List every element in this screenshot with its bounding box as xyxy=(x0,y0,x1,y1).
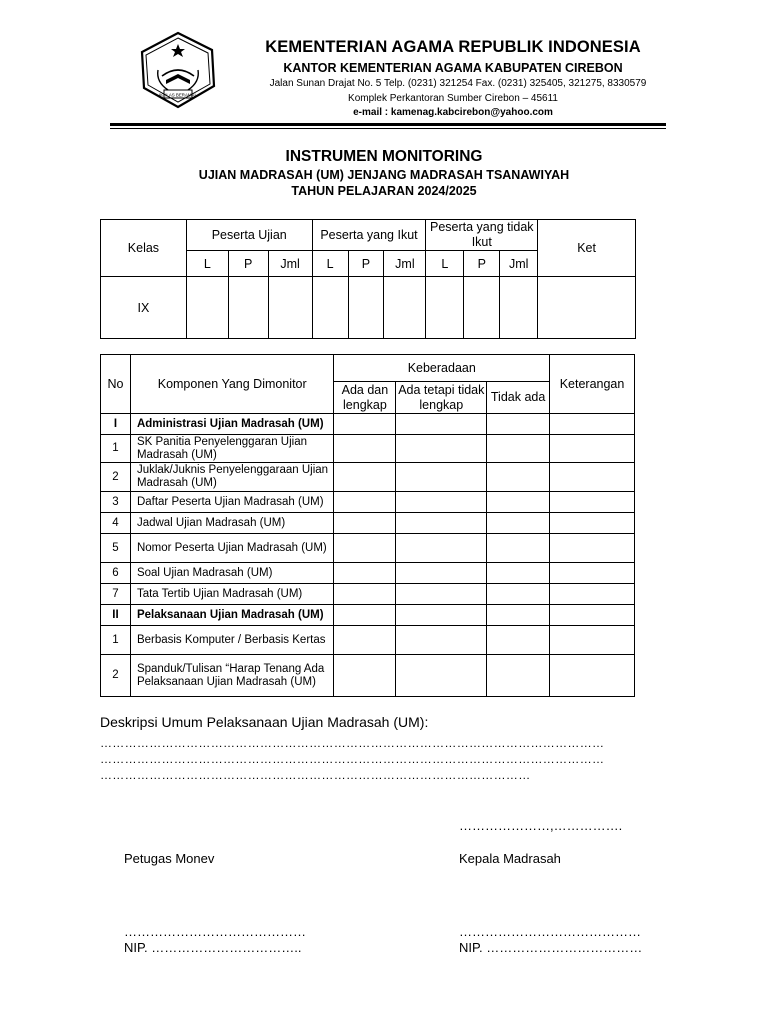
cell-empty[interactable] xyxy=(464,277,500,339)
keterangan-cell[interactable] xyxy=(550,435,635,463)
ada-lengkap-header: Ada dan lengkap xyxy=(334,382,396,414)
description-label: Deskripsi Umum Pelaksanaan Ujian Madrasah (UM): xyxy=(100,714,429,730)
row-number: 5 xyxy=(101,534,131,563)
row-number: 6 xyxy=(101,563,131,584)
check-cell[interactable] xyxy=(334,584,396,605)
check-cell[interactable] xyxy=(334,435,396,463)
participants-table xyxy=(100,219,636,339)
svg-text:IKHLAS BERAMAL: IKHLAS BERAMAL xyxy=(159,92,197,98)
letterhead-rule-thick xyxy=(110,123,666,126)
subcol-l: L xyxy=(312,251,348,277)
row-number: 2 xyxy=(101,655,131,697)
check-cell[interactable] xyxy=(487,513,550,534)
check-cell[interactable] xyxy=(334,463,396,492)
ada-tidak-lengkap-header: Ada tetapi tidak lengkap xyxy=(396,382,487,414)
row-label: Pelaksanaan Ujian Madrasah (UM) xyxy=(130,605,334,626)
section-row xyxy=(101,414,635,435)
cell-empty[interactable] xyxy=(268,277,312,339)
keterangan-cell[interactable] xyxy=(550,463,635,492)
row-label: Spanduk/Tulisan “Harap Tenang Ada Pelaksanaan Ujian Madrasah (UM) xyxy=(130,655,334,697)
kelas-value: IX xyxy=(101,277,187,339)
cell-empty[interactable] xyxy=(384,277,426,339)
table-row xyxy=(101,655,635,697)
check-cell[interactable] xyxy=(487,435,550,463)
check-cell[interactable] xyxy=(334,492,396,513)
ket-header: Ket xyxy=(538,220,636,277)
row-number: 7 xyxy=(101,584,131,605)
row-label: Daftar Peserta Ujian Madrasah (UM) xyxy=(130,492,334,513)
table-row xyxy=(101,563,635,584)
subcol-jml: Jml xyxy=(384,251,426,277)
keterangan-cell[interactable] xyxy=(550,513,635,534)
check-cell[interactable] xyxy=(396,534,487,563)
check-cell[interactable] xyxy=(487,534,550,563)
check-cell[interactable] xyxy=(334,563,396,584)
row-number: II xyxy=(101,605,131,626)
monitoring-table xyxy=(100,354,635,697)
table-row xyxy=(101,626,635,655)
row-number: 1 xyxy=(101,435,131,463)
row-label: Berbasis Komputer / Berbasis Kertas xyxy=(130,626,334,655)
table-row xyxy=(101,435,635,463)
row-label: SK Panitia Penyelenggaran Ujian Madrasah (UM) xyxy=(130,435,334,463)
office-complex: Komplek Perkantoran Sumber Cirebon – 45611 xyxy=(348,93,558,104)
check-cell[interactable] xyxy=(396,492,487,513)
check-cell[interactable] xyxy=(396,626,487,655)
check-cell[interactable] xyxy=(396,563,487,584)
check-cell[interactable] xyxy=(334,626,396,655)
tidak-ada-header: Tidak ada xyxy=(487,382,550,414)
keterangan-cell[interactable] xyxy=(550,534,635,563)
place-date-line[interactable]: …………………,……………. xyxy=(459,818,623,833)
row-label: Tata Tertib Ujian Madrasah (UM) xyxy=(130,584,334,605)
row-number: 2 xyxy=(101,463,131,492)
check-cell[interactable] xyxy=(396,463,487,492)
cell-empty[interactable] xyxy=(186,277,228,339)
document-title: INSTRUMEN MONITORING xyxy=(285,148,483,165)
check-cell[interactable] xyxy=(487,463,550,492)
kemenag-logo xyxy=(138,30,218,110)
keterangan-cell[interactable] xyxy=(550,584,635,605)
check-cell[interactable] xyxy=(334,414,396,435)
table-row xyxy=(101,584,635,605)
petugas-monev-label: Petugas Monev xyxy=(124,851,215,866)
office-address: Jalan Sunan Drajat No. 5 Telp. (0231) 321254 Fax. (0231) 325405, 321275, 8330579 xyxy=(269,78,647,89)
row-label: Nomor Peserta Ujian Madrasah (UM) xyxy=(130,534,334,563)
description-line[interactable]: …………………………………………………………………………………………………………… xyxy=(100,752,605,766)
petugas-nip[interactable]: NIP. …………………………….. xyxy=(124,940,302,955)
check-cell[interactable] xyxy=(487,584,550,605)
subcol-jml: Jml xyxy=(500,251,538,277)
kelas-header: Kelas xyxy=(101,220,187,277)
kepala-name-line[interactable]: …………………………………… xyxy=(459,924,641,939)
check-cell[interactable] xyxy=(396,513,487,534)
keterangan-cell[interactable] xyxy=(550,492,635,513)
document-year: TAHUN PELAJARAN 2024/2025 xyxy=(291,184,477,198)
row-label: Jadwal Ujian Madrasah (UM) xyxy=(130,513,334,534)
peserta-ujian-header: Peserta Ujian xyxy=(186,220,312,251)
row-number: 1 xyxy=(101,626,131,655)
check-cell[interactable] xyxy=(334,513,396,534)
table-row xyxy=(101,492,635,513)
office-name: KANTOR KEMENTERIAN AGAMA KABUPATEN CIREBON xyxy=(283,61,623,75)
cell-empty[interactable] xyxy=(500,277,538,339)
description-line[interactable]: …………………………………………………………………………………………………………… xyxy=(100,736,605,750)
petugas-name-line[interactable]: …………………………………… xyxy=(124,924,306,939)
check-cell[interactable] xyxy=(396,414,487,435)
subcol-p: P xyxy=(348,251,384,277)
section-row xyxy=(101,605,635,626)
row-number: I xyxy=(101,414,131,435)
row-number: 4 xyxy=(101,513,131,534)
description-line[interactable]: …………………………………………………………………………………………… xyxy=(100,768,531,782)
peserta-tidak-ikut-header: Peserta yang tidak Ikut xyxy=(426,220,538,251)
subcol-p: P xyxy=(464,251,500,277)
keberadaan-header: Keberadaan xyxy=(334,355,550,382)
check-cell[interactable] xyxy=(396,435,487,463)
check-cell[interactable] xyxy=(334,655,396,697)
cell-empty[interactable] xyxy=(426,277,464,339)
subcol-p: P xyxy=(228,251,268,277)
check-cell[interactable] xyxy=(334,534,396,563)
check-cell[interactable] xyxy=(334,605,396,626)
check-cell[interactable] xyxy=(487,605,550,626)
check-cell[interactable] xyxy=(487,626,550,655)
kepala-madrasah-label: Kepala Madrasah xyxy=(459,851,561,866)
cell-empty[interactable] xyxy=(228,277,268,339)
check-cell[interactable] xyxy=(487,563,550,584)
cell-empty[interactable] xyxy=(538,277,636,339)
letterhead-rule-thin xyxy=(110,128,666,129)
subcol-l: L xyxy=(186,251,228,277)
table-row xyxy=(101,513,635,534)
keterangan-cell[interactable] xyxy=(550,414,635,435)
komponen-header: Komponen Yang Dimonitor xyxy=(130,355,334,414)
keterangan-cell[interactable] xyxy=(550,605,635,626)
keterangan-cell[interactable] xyxy=(550,655,635,697)
cell-empty[interactable] xyxy=(312,277,348,339)
row-label: Administrasi Ujian Madrasah (UM) xyxy=(130,414,334,435)
peserta-ikut-header: Peserta yang Ikut xyxy=(312,220,426,251)
row-label: Juklak/Juknis Penyelenggaraan Ujian Madrasah (UM) xyxy=(130,463,334,492)
subcol-l: L xyxy=(426,251,464,277)
table-row xyxy=(101,463,635,492)
check-cell[interactable] xyxy=(396,605,487,626)
row-label: Soal Ujian Madrasah (UM) xyxy=(130,563,334,584)
check-cell[interactable] xyxy=(487,655,550,697)
table-row xyxy=(101,534,635,563)
keterangan-cell[interactable] xyxy=(550,563,635,584)
office-email: e-mail : kamenag.kabcirebon@yahoo.com xyxy=(353,107,553,118)
subcol-jml: Jml xyxy=(268,251,312,277)
keterangan-header: Keterangan xyxy=(550,355,635,414)
cell-empty[interactable] xyxy=(348,277,384,339)
ministry-name: KEMENTERIAN AGAMA REPUBLIK INDONESIA xyxy=(265,38,641,56)
document-subtitle: UJIAN MADRASAH (UM) JENJANG MADRASAH TSANAWIYAH xyxy=(198,168,570,182)
check-cell[interactable] xyxy=(396,655,487,697)
no-header: No xyxy=(101,355,131,414)
keterangan-cell[interactable] xyxy=(550,626,635,655)
check-cell[interactable] xyxy=(396,584,487,605)
row-number: 3 xyxy=(101,492,131,513)
check-cell[interactable] xyxy=(487,414,550,435)
check-cell[interactable] xyxy=(487,492,550,513)
kepala-nip[interactable]: NIP. ……………………………… xyxy=(459,940,643,955)
